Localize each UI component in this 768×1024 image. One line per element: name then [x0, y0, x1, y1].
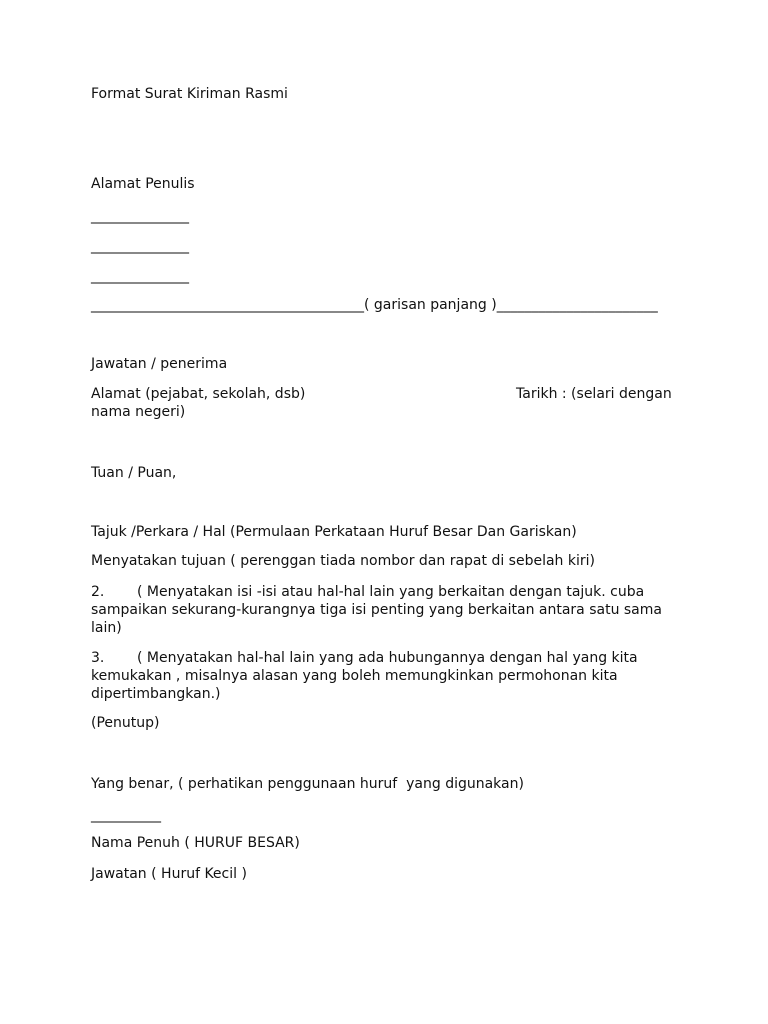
position: Jawatan ( Huruf Kecil ): [91, 866, 247, 882]
closing: (Penutup): [91, 715, 160, 731]
salutation: Tuan / Puan,: [91, 465, 177, 481]
paragraph-3: [91, 649, 681, 703]
sender-address-label: Alamat Penulis: [91, 176, 195, 192]
recipient-address-line1: Alamat (pejabat, sekolah, dsb): [91, 386, 306, 402]
paragraph-2-number: 2.: [91, 584, 105, 600]
paragraph-2: [91, 583, 681, 637]
full-name: Nama Penuh ( HURUF BESAR): [91, 835, 300, 851]
paragraph-3-text: ( Menyatakan hal-hal lain yang ada hubungannya dengan hal yang kita kemukakan , misalnya alasan yang boleh memungkinkan permohonan kita dipertimbangkan.): [91, 650, 638, 702]
subject-line: Tajuk /Perkara / Hal (Permulaan Perkataan Huruf Besar Dan Gariskan): [91, 524, 577, 540]
long-line-label: ( garisan panjang ): [364, 297, 497, 313]
sign-off: Yang benar, ( perhatikan penggunaan huruf yang digunakan): [91, 776, 524, 792]
address-line-2: ______________: [91, 238, 189, 254]
paragraph-2-text: ( Menyatakan isi -isi atau hal-hal lain yang berkaitan dengan tajuk. cuba sampaikan sekurang-kurangnya tiga isi penting yang berkaitan antara satu sama lain): [91, 584, 662, 636]
document-title: Format Surat Kiriman Rasmi: [91, 86, 288, 102]
long-line-left: _______________________________________: [91, 297, 364, 313]
address-line-3: ______________: [91, 268, 189, 284]
signature-line: __________: [91, 807, 161, 823]
paragraph-1: Menyatakan tujuan ( perenggan tiada nombor dan rapat di sebelah kiri): [91, 553, 595, 569]
paragraph-3-number: 3.: [91, 650, 105, 666]
recipient-position: Jawatan / penerima: [91, 356, 228, 372]
date-label: Tarikh : (selari dengan: [516, 386, 672, 402]
address-line-1: ______________: [91, 208, 189, 224]
recipient-address-line2: nama negeri): [91, 404, 186, 420]
long-line-right: _______________________: [496, 297, 658, 313]
long-divider-line: [91, 296, 658, 314]
